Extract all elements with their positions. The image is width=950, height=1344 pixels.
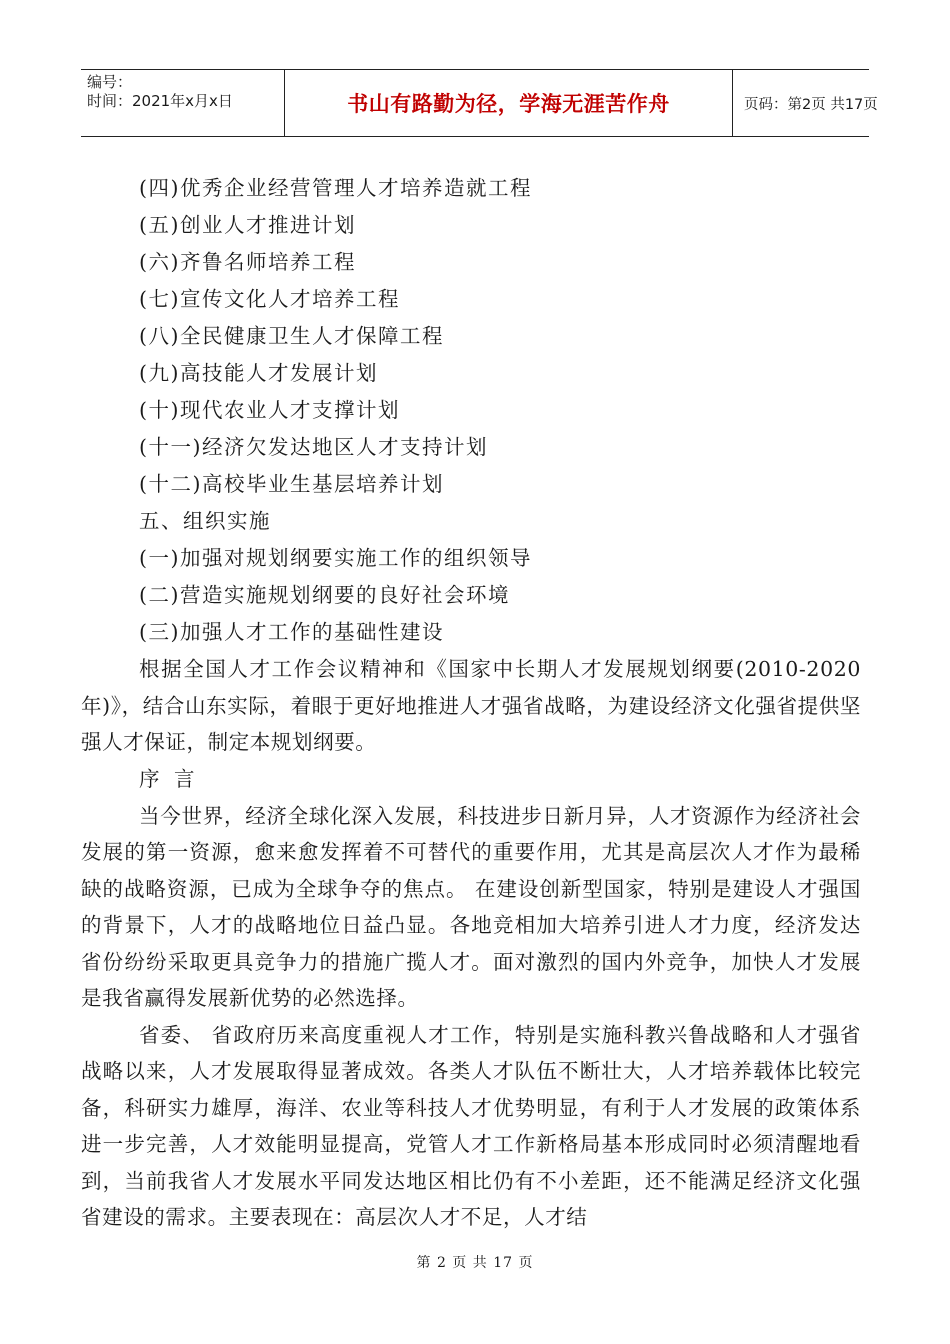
list-item: (五)创业人才推进计划 bbox=[139, 213, 356, 237]
page-header bbox=[81, 69, 878, 137]
list-item: (十一)经济欠发达地区人才支持计划 bbox=[139, 435, 488, 459]
list-item: (九)高技能人才发展计划 bbox=[139, 361, 378, 385]
list-item: (三)加强人才工作的基础性建设 bbox=[139, 620, 444, 644]
list-item: (六)齐鲁名师培养工程 bbox=[139, 250, 356, 274]
body-paragraph: 当今世界，经济全球化深入发展，科技进步日新月异，人才资源作为经济社会发展的第一资源，愈来愈发挥着不可替代的重要作用，尤其是高层次人才作为最稀缺的战略资源，已成为全球争夺的焦点。 在建设创新型国家，特别是建设人才强国的背景下，人才的战略地位日益凸显。各地竞相加大培养引进人才力度，经济发达省份纷纷采取更具竞争力的措施广揽人才。面对激烈的国内外竞争，加快人才发展是我省赢得发展新优势的必然选择。 bbox=[81, 803, 861, 1010]
document-body bbox=[81, 170, 861, 1236]
body-paragraph: 省委、 省政府历来高度重视人才工作，特别是实施科教兴鲁战略和人才强省战略以来，人才发展取得显著成效。各类人才队伍不断壮大，人才培养载体比较完备，科研实力雄厚，海洋、农业等科技人才优势明显，有利于人才发展的政策体系进一步完善，人才效能明显提高，党管人才工作新格局基本形成同时必须清醒地看到，当前我省人才发展水平同发达地区相比仍有不小差距，还不能满足经济文化强省建设的需求。主要表现在：高层次人才不足，人才结 bbox=[81, 1022, 861, 1229]
list-item: (十)现代农业人才支撑计划 bbox=[139, 398, 400, 422]
header-motto: 书山有路勤为径，学海无涯苦作舟 bbox=[285, 70, 733, 136]
header-page-info: 页码：第2页 共17页 bbox=[744, 96, 878, 113]
header-date-label: 时间：2021年x月x日 bbox=[87, 92, 233, 110]
preface-heading: 序 言 bbox=[139, 766, 199, 791]
list-item: (四)优秀企业经营管理人才培养造就工程 bbox=[139, 176, 532, 200]
section-heading: 五、组织实施 bbox=[139, 509, 271, 533]
header-meta bbox=[81, 70, 285, 136]
list-item: (八)全民健康卫生人才保障工程 bbox=[139, 324, 444, 348]
list-item: (一)加强对规划纲要实施工作的组织领导 bbox=[139, 546, 532, 570]
list-item: (七)宣传文化人才培养工程 bbox=[139, 287, 400, 311]
header-number-label: 编号： bbox=[87, 73, 133, 91]
list-item: (二)营造实施规划纲要的良好社会环境 bbox=[139, 583, 510, 607]
intro-paragraph: 根据全国人才工作会议精神和《国家中长期人才发展规划纲要(2010-2020年)》，结合山东实际，着眼于更好地推进人才强省战略，为建设经济文化强省提供坚强人才保证，制定本规划纲要。 bbox=[81, 657, 861, 754]
page-footer: 第 2 页 共 17 页 bbox=[416, 1255, 534, 1271]
list-item: (十二)高校毕业生基层培养计划 bbox=[139, 472, 444, 496]
